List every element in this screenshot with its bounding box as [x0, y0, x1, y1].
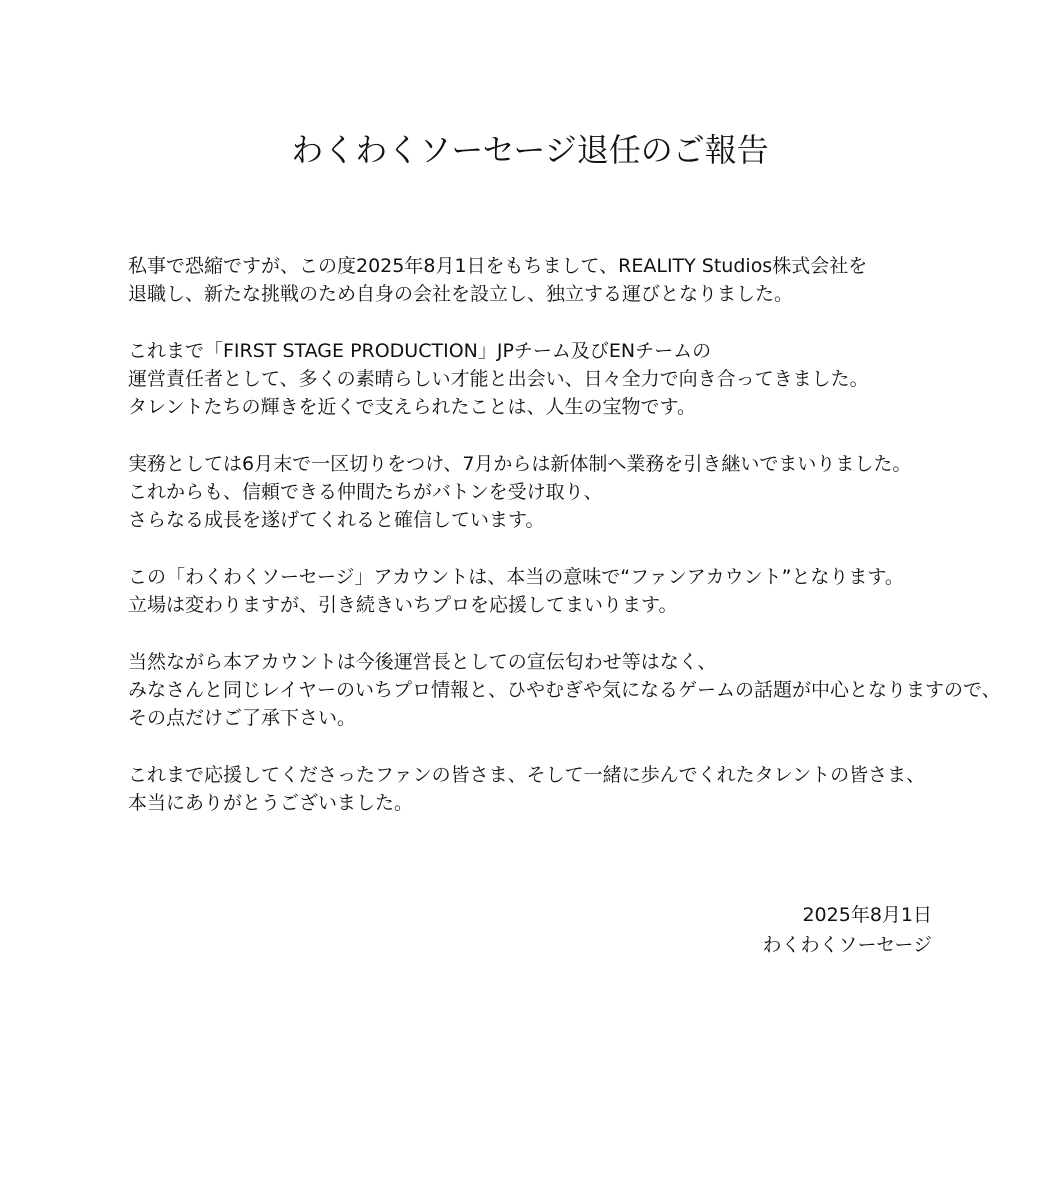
text-line: みなさんと同じレイヤーのいちプロ情報と、ひやむぎや気になるゲームの話題が中心となりますので、 — [128, 679, 1001, 701]
paragraph-2 — [128, 337, 988, 421]
text-line: 運営責任者として、多くの素晴らしい才能と出会い、日々全力で向き合ってきました。 — [128, 368, 869, 390]
text-line: さらなる成長を遂げてくれると確信しています。 — [128, 509, 545, 531]
paragraph-4 — [128, 563, 988, 619]
paragraph-3 — [128, 450, 988, 534]
text-line: 本当にありがとうございました。 — [128, 792, 414, 814]
text-line: この「わくわくソーセージ」アカウントは、本当の意味で“ファンアカウント”となります。 — [128, 566, 904, 588]
announcement-body — [128, 252, 1001, 846]
text-line: 私事で恐縮ですが、この度2025年8月1日をもちまして、REALITY Studios株式会社を — [128, 255, 868, 277]
text-line: その点だけご了承下さい。 — [128, 707, 357, 729]
text-line: 退職し、新たな挑戦のため自身の会社を設立し、独立する運びとなりました。 — [128, 283, 794, 305]
signature-block — [763, 900, 932, 960]
page-title: わくわくソーセージ退任のご報告 — [291, 131, 769, 169]
text-line: 当然ながら本アカウントは今後運営長としての宣伝匂わせ等はなく、 — [128, 651, 717, 673]
paragraph-6 — [128, 761, 988, 817]
paragraph-5 — [128, 648, 1001, 732]
text-line: 実務としては6月末で一区切りをつけ、7月からは新体制へ業務を引き継いでまいりました。 — [128, 453, 912, 475]
signature-name: わくわくソーセージ — [762, 934, 932, 956]
text-line: タレントたちの輝きを近くで支えられたことは、人生の宝物です。 — [128, 396, 697, 418]
signature-date: 2025年8月1日 — [802, 904, 932, 926]
text-line: これまで「FIRST STAGE PRODUCTION」JPチーム及びENチームの — [128, 340, 712, 362]
text-line: 立場は変わりますが、引き続きいちプロを応援してまいります。 — [128, 594, 678, 616]
paragraph-1 — [128, 252, 988, 308]
text-line: これまで応援してくださったファンの皆さま、そして一緒に歩んでくれたタレントの皆さま、 — [128, 764, 926, 786]
text-line: これからも、信頼できる仲間たちがバトンを受け取り、 — [128, 481, 603, 503]
